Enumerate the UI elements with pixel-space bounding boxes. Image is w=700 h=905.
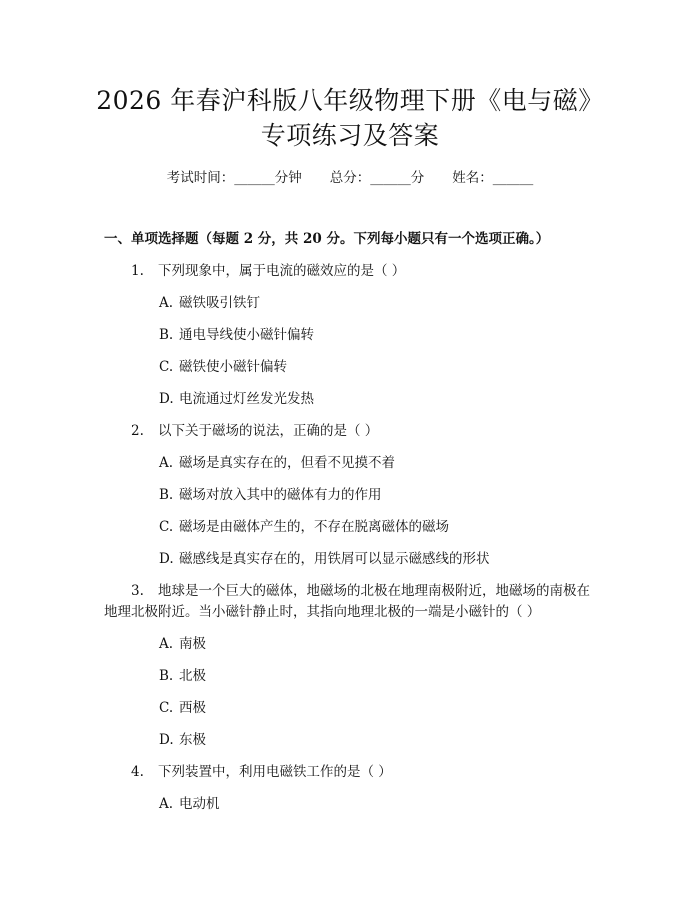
option-text: 磁感线是真实存在的，用铁屑可以显示磁感线的形状 [179,551,490,567]
section-heading: 一、单项选择题（每题 2 分，共 20 分。下列每小题只有一个选项正确。） [104,231,550,247]
option-letter: A. [159,796,174,812]
question-4-option-a [159,795,220,813]
question-text: 下列装置中，利用电磁铁工作的是（ ） [158,764,392,780]
option-text: 东极 [179,732,206,748]
name-blank: ______ [492,170,534,186]
question-2-option-b [159,486,382,504]
option-letter: C. [159,700,174,716]
option-text: 电动机 [179,796,220,812]
option-letter: B. [159,668,174,684]
question-3-stem [131,582,590,600]
option-text: 磁铁吸引铁钉 [179,295,260,311]
question-number: 1. [131,263,144,279]
option-letter: C. [159,359,174,375]
question-3-option-c [159,699,206,717]
option-letter: D. [159,732,174,748]
question-3-stem-continued: 地理北极附近。当小磁针静止时，其指向地理北极的一端是小磁针的（ ） [104,604,541,620]
exam-info [0,169,700,187]
total-score-blank: ______ [370,170,411,186]
name-label: 姓名： [452,170,493,186]
option-text: 磁场对放入其中的磁体有力的作用 [179,487,382,503]
option-letter: B. [159,487,174,503]
question-1-stem [131,262,405,280]
question-2-option-a [159,454,395,472]
exam-time-unit: 分钟 [274,170,302,186]
option-letter: C. [159,519,174,535]
option-text: 北极 [179,668,206,684]
question-number: 3. [131,583,144,599]
question-2-stem [131,422,378,440]
option-letter: A. [159,295,174,311]
question-1-option-b [159,326,314,344]
question-1-option-c [159,358,287,376]
option-text: 通电导线使小磁针偏转 [179,327,314,343]
question-1-option-d [159,390,314,408]
option-text: 磁场是由磁体产生的，不存在脱离磁体的磁场 [179,519,449,535]
question-3-option-b [159,667,206,685]
option-letter: A. [159,636,174,652]
total-score-label: 总分： [329,170,371,186]
option-text: 磁铁使小磁针偏转 [179,359,287,375]
option-text: 南极 [179,636,206,652]
option-text: 西极 [179,700,206,716]
question-number: 4. [131,764,144,780]
option-letter: A. [159,455,174,471]
question-1-option-a [159,294,260,312]
total-score-unit: 分 [410,170,425,186]
question-2-option-d [159,550,490,568]
option-text: 电流通过灯丝发光发热 [179,391,314,407]
question-3-option-d [159,731,206,749]
document-title-line-2: 专项练习及答案 [260,121,440,150]
option-text: 磁场是真实存在的，但看不见摸不着 [179,455,395,471]
question-3-option-a [159,635,206,653]
exam-time-label: 考试时间： [166,170,235,186]
option-letter: B. [159,327,174,343]
question-2-option-c [159,518,449,536]
question-text: 以下关于磁场的说法，正确的是（ ） [158,423,379,439]
document-title-line-1: 2026 年春沪科版八年级物理下册《电与磁》 [96,86,604,115]
question-text: 下列现象中，属于电流的磁效应的是（ ） [158,263,406,279]
question-4-stem [131,763,392,781]
option-letter: D. [159,551,174,567]
option-letter: D. [159,391,174,407]
question-text: 地球是一个巨大的磁体，地磁场的北极在地理南极附近，地磁场的南极在 [158,583,590,599]
exam-time-blank: ______ [234,170,275,186]
question-number: 2. [131,423,144,439]
